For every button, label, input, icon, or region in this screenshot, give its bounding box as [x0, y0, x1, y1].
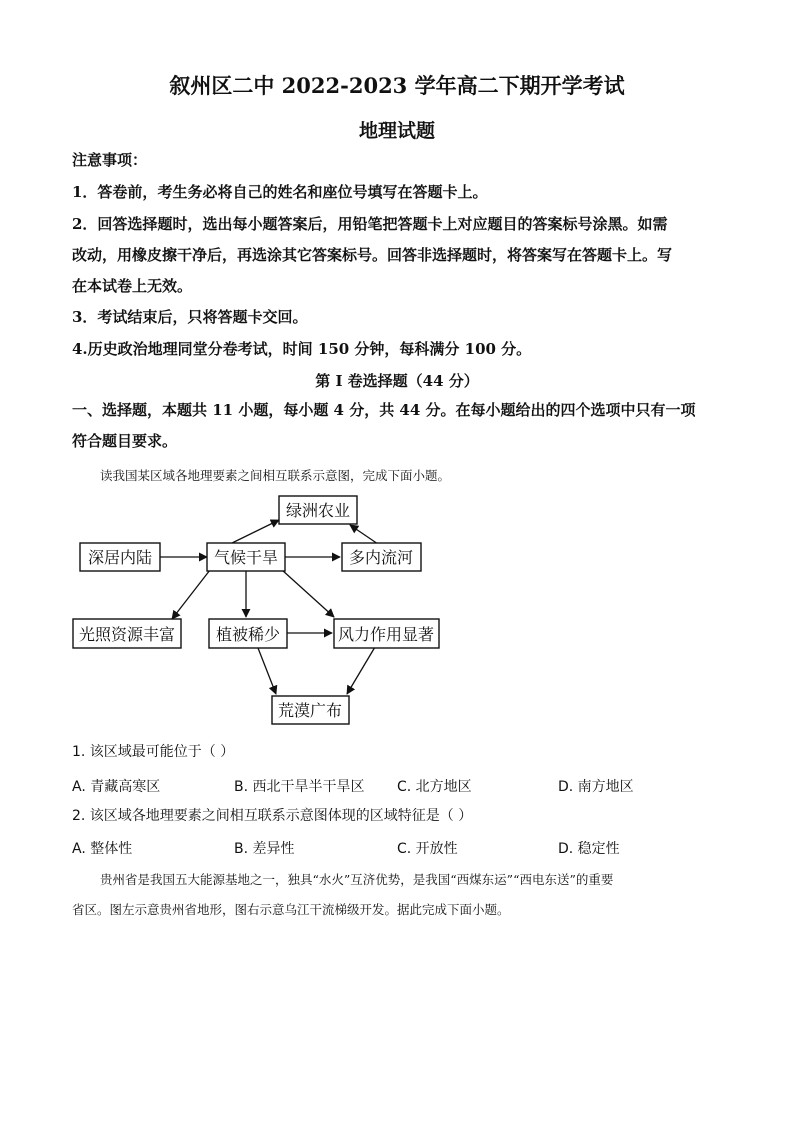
arrow-arid-to-wind [282, 570, 334, 617]
notice-heading: 注意事项： [72, 151, 148, 169]
box-strong-wind [334, 619, 439, 648]
svg-text:绿洲农业: 绿洲农业 [285, 501, 351, 520]
section-instruction-2: 符合题目要求。 [72, 432, 178, 450]
notice-line-3: 改动，用橡皮擦干净后，再选涂其它答案标号。回答非选择题时，将答案写在答题卡上。写 [72, 246, 673, 264]
box-widespread-desert [272, 696, 349, 724]
box-oasis-agriculture [279, 496, 357, 524]
exam-subject: 地理试题 [358, 120, 435, 142]
arrow-vegetation-to-desert [258, 648, 276, 694]
svg-text:多内流河: 多内流河 [348, 548, 414, 567]
question-1-option-b[interactable]: B. 西北干旱半干旱区 [234, 779, 365, 795]
question-2-stem: 2. 该区域各地理要素之间相互联系示意图体现的区域特征是（ ） [72, 808, 473, 824]
question-1-option-a[interactable]: A. 青藏高寒区 [72, 779, 161, 795]
notice-line-6: 4.历史政治地理同堂分卷考试，时间 150 分钟，每科满分 100 分。 [72, 340, 532, 358]
arrow-arid-to-sunlight [172, 570, 210, 619]
svg-text:荒漠广布: 荒漠广布 [277, 701, 343, 720]
svg-text:气候干旱: 气候干旱 [213, 548, 279, 567]
box-arid-climate [207, 543, 285, 571]
notice-line-4: 在本试卷上无效。 [72, 277, 193, 295]
section-instruction-1: 一、选择题，本题共 11 小题，每小题 4 分，共 44 分。在每小题给出的四个选项中只有一项 [72, 401, 696, 419]
intro-text-2-line-2: 省区。图左示意贵州省地形，图右示意乌江干流梯级开发。据此完成下面小题。 [72, 902, 510, 917]
question-1-option-c[interactable]: C. 北方地区 [397, 779, 472, 795]
box-rich-sunlight [73, 619, 181, 648]
notice-line-1: 1．答卷前，考生务必将自己的姓名和座位号填写在答题卡上。 [72, 183, 488, 201]
intro-text-1: 读我国某区域各地理要素之间相互联系示意图，完成下面小题。 [100, 468, 451, 483]
question-2-option-a[interactable]: A. 整体性 [72, 841, 133, 857]
section-title: 第 I 卷选择题（44 分） [315, 372, 479, 390]
question-2-option-b[interactable]: B. 差异性 [234, 841, 295, 857]
question-1-option-d[interactable]: D. 南方地区 [558, 779, 634, 795]
arrow-wind-to-desert [347, 647, 375, 694]
svg-text:植被稀少: 植被稀少 [215, 625, 281, 644]
arrow-arid-to-oasis [230, 520, 279, 544]
box-sparse-vegetation [209, 619, 287, 648]
box-inland-rivers [342, 543, 421, 571]
intro-text-2-line-1: 贵州省是我国五大能源基地之一，独具“水火”互济优势，是我国“西煤东运”“西电东送”的重要 [100, 872, 614, 887]
exam-title: 叙州区二中 2022-2023 学年高二下期开学考试 [169, 73, 625, 98]
arrow-rivers-to-oasis [350, 525, 378, 544]
notice-line-2: 2．回答选择题时，选出每小题答案后，用铅笔把答题卡上对应题目的答案标号涂黑。如需 [72, 215, 668, 233]
question-2-option-d[interactable]: D. 稳定性 [558, 841, 620, 857]
notice-line-5: 3．考试结束后，只将答题卡交回。 [72, 308, 308, 326]
svg-text:风力作用显著: 风力作用显著 [337, 625, 435, 644]
svg-text:光照资源丰富: 光照资源丰富 [78, 625, 176, 644]
question-2-option-c[interactable]: C. 开放性 [397, 841, 458, 857]
box-deep-inland [80, 543, 160, 571]
question-1-stem: 1. 该区域最可能位于（ ） [72, 744, 235, 760]
svg-text:深居内陆: 深居内陆 [87, 548, 153, 567]
